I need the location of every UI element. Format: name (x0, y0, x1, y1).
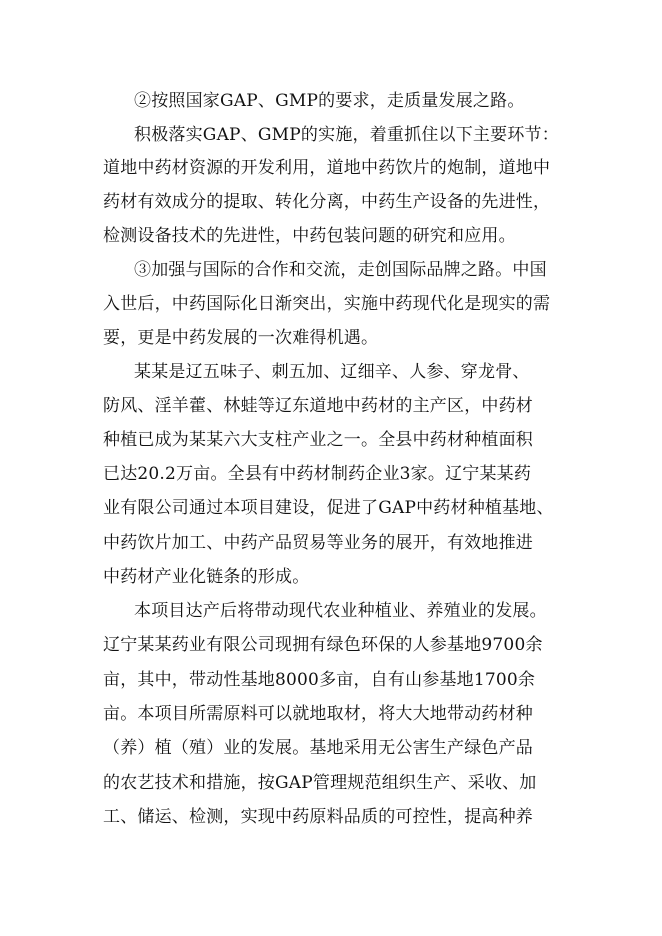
text-line: 中药材产业化链条的形成。 (103, 567, 310, 587)
text-line: 业有限公司通过本项目建设，促进了GAP中药材种植基地、 (103, 498, 554, 518)
text-line: 已达20.2万亩。全县有中药材制药企业3家。辽宁某某药 (103, 464, 532, 484)
text-line: 本项目达产后将带动现代农业种植业、养殖业的发展。 (134, 601, 547, 621)
text-line: 药材有效成分的提取、转化分离，中药生产设备的先进性， (103, 192, 551, 212)
text-line: 中药饮片加工、中药产品贸易等业务的展开，有效地推进 (103, 533, 533, 553)
text-line: 工、储运、检测，实现中药原料品质的可控性，提高种养 (103, 807, 533, 827)
text-line: 的农艺技术和措施，按GAP管理规范组织生产、采收、加 (103, 773, 537, 793)
text-line: 入世后，中药国际化日渐突出，实施中药现代化是现实的需 (103, 294, 551, 314)
text-line: 辽宁某某药业有限公司现拥有绿色环保的人参基地9700余 (103, 635, 543, 655)
text-line: （养）植（殖）业的发展。基地采用无公害生产绿色产品 (103, 738, 533, 758)
text-line: 亩。本项目所需原料可以就地取材，将大大地带动药材种 (103, 704, 533, 724)
text-line: 某某是辽五味子、刺五加、辽细辛、人参、穿龙骨、 (134, 362, 530, 382)
text-line: 检测设备技术的先进性，中药包装问题的研究和应用。 (103, 226, 516, 246)
text-line: 道地中药材资源的开发利用，道地中药饮片的炮制，道地中 (103, 158, 551, 178)
text-line: 种植已成为某某六大支柱产业之一。全县中药材种植面积 (103, 430, 533, 450)
text-line: ③加强与国际的合作和交流，走创国际品牌之路。中国 (134, 260, 547, 280)
text-line: 亩，其中，带动性基地8000多亩，自有山参基地1700余 (103, 670, 536, 690)
text-line: 要，更是中药发展的一次难得机遇。 (103, 328, 379, 348)
text-line: ②按照国家GAP、GMP的要求，走质量发展之路。 (134, 91, 525, 111)
text-line: 防风、淫羊藿、林蛙等辽东道地中药材的主产区，中药材 (103, 396, 533, 416)
text-line: 积极落实GAP、GMP的实施，着重抓住以下主要环节： (134, 125, 559, 145)
